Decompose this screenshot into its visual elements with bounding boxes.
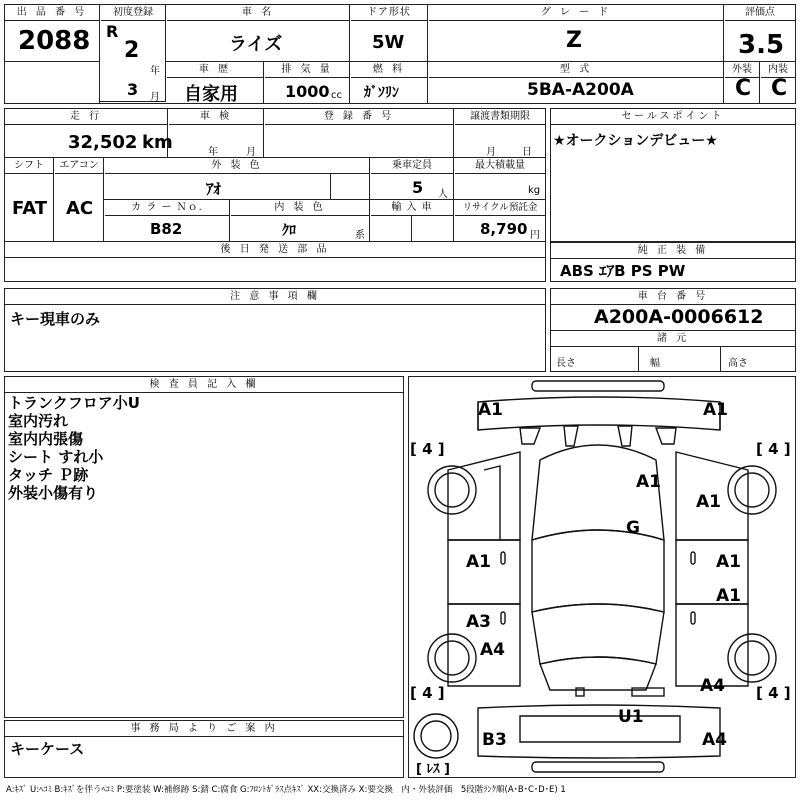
dmg-hood: A1 [636,472,661,492]
dmg-windshield: G [626,518,640,538]
note-2: 室内汚れ [8,412,69,430]
transfer-day: 日 [522,147,532,158]
mileage-label: 走 行 [5,109,167,125]
note-4: シート すれ小 [8,448,104,466]
car-name-label: 車 名 [167,5,349,21]
dmg-rear-fender-left: A4 [480,640,505,660]
later-parts-label: 後 日 発 送 部 品 [5,242,545,258]
grade: Z [566,28,582,53]
caution: キー現車のみ [10,310,101,328]
damage-legend: A:ｷｽﾞ U:ﾍｺﾐ B:ｷｽﾞを伴うﾍｺﾐ P:要塗装 W:補修跡 S:錆 C:腐食 G:ﾌﾛﾝﾄｶﾞﾗｽ点ｷｽﾞ XX:交換済み X:要交換 内・外装評価 5段階ﾗﾝｸ順(A･B･C･D･E) 1 [6,785,566,795]
reg-year: 2 [124,38,140,63]
dmg-front-fender-right: A1 [696,492,721,512]
capacity: 5 [412,178,424,197]
chassis-number: A200A-0006612 [594,306,764,328]
note-3: 室内内張傷 [8,430,84,448]
history-label: 車 歴 [167,62,263,78]
caution-label: 注 意 事 項 欄 [5,289,545,305]
tire-front-left: [ 4 ] [410,440,445,458]
interior-label: 内装 [761,62,795,78]
dmg-front-right: A1 [703,400,728,420]
chassis-label: 車 台 番 号 [551,289,795,305]
specs-label: 諸 元 [551,330,795,347]
int-color: ｸﾛ [282,223,296,239]
int-color-unit: 系 [355,230,365,241]
ext-color: ｱｵ [206,180,222,198]
model-label: 型 式 [429,62,723,78]
interior-grade: C [771,76,788,101]
score: 3.5 [738,30,785,60]
sales-point: ★オークションデビュー★ [553,133,718,149]
era: R [106,22,119,41]
first-reg-label: 初度登録 [101,5,165,21]
shift-label: シフト [5,158,53,174]
load-label: 最大積載量 [455,158,545,174]
door-label: ドア形状 [351,5,427,21]
equipment-label: 純 正 装 備 [551,243,795,259]
inspection-year: 年 [208,147,218,158]
fuel: ｶﾞｿﾘﾝ [364,85,399,101]
note-5: タッチ Ｐ跡 [8,466,89,484]
sales-point-label: セールスポイント [551,109,795,125]
reg-month: 3 [127,80,139,99]
dmg-front-left: A1 [478,400,503,420]
tire-rear-left: [ 4 ] [410,684,445,702]
recycle-unit: 円 [530,230,540,241]
note-6: 外装小傷有り [8,484,99,502]
exterior-label: 外装 [725,62,759,78]
equipment: ABS ｴｱB PS PW [560,262,686,280]
mileage: 32,502 [68,132,138,153]
ac-label: エアコン [55,158,103,174]
int-color-label: 内 装 色 [231,200,369,216]
car-name: ライズ [229,34,283,55]
score-label: 評価点 [725,5,795,21]
color-no: B82 [150,220,183,238]
spec-length: 長さ [556,358,576,369]
inspection-label: 車 検 [169,109,263,125]
mileage-unit: km [142,132,173,153]
tire-front-right: [ 4 ] [756,440,791,458]
model: 5BA-A200A [527,80,634,100]
capacity-label: 乗車定員 [371,158,453,174]
registration-label: 登 録 番 号 [265,109,453,125]
recycle-amount: 8,790 [480,220,528,238]
transfer-label: 譲渡書類期限 [455,109,545,125]
dmg-front-door-right: A1 [716,552,741,572]
dmg-front-door-left: A1 [466,552,491,572]
year-unit: 年 [150,66,160,77]
transfer-month: 月 [486,147,496,158]
month-unit: 月 [150,92,160,103]
spec-height: 高さ [728,358,748,369]
inspection-month: 月 [246,147,256,158]
load-unit: kg [528,185,541,196]
ext-color-label: 外 装 色 [105,158,369,174]
displacement-label: 排 気 量 [265,62,349,78]
dmg-rear-door-right: A1 [716,586,741,606]
tire-rear-right: [ 4 ] [756,684,791,702]
dmg-rear-bumper-left: B3 [482,730,507,750]
dmg-rear-fender-right: A4 [700,676,725,696]
exterior-grade: C [735,76,752,101]
capacity-unit: 人 [438,189,448,200]
dmg-rear-door-left: A3 [466,612,491,632]
office-note: キーケース [10,740,85,758]
displacement-unit: cc [331,90,342,101]
ac: AC [66,198,94,219]
spec-width: 幅 [650,358,660,369]
note-1: トランクフロア小U [8,394,140,412]
color-no-label: カ ラ ー Ｎｏ. [105,200,229,216]
dmg-rear-bumper-right: A4 [702,730,727,750]
grade-label: グ レ ー ド [429,5,723,21]
recycle-label: リサイクル預託金 [455,200,545,216]
inspector-label: 検 査 員 記 入 欄 [5,377,403,393]
lot-number: 2088 [18,26,91,56]
history: 自家用 [184,84,238,105]
door-type: 5W [372,32,405,53]
dmg-trunk: U1 [618,707,644,727]
office-label: 事 務 局 よ り ご 案 内 [5,721,403,737]
import-label: 輸 入 車 [371,200,453,216]
spare-tire: [ ﾚｽ ] [416,762,450,777]
shift: FAT [12,198,48,219]
fuel-label: 燃 料 [351,62,427,78]
displacement: 1000 [285,82,330,101]
lot-label: 出 品 番 号 [5,5,99,21]
